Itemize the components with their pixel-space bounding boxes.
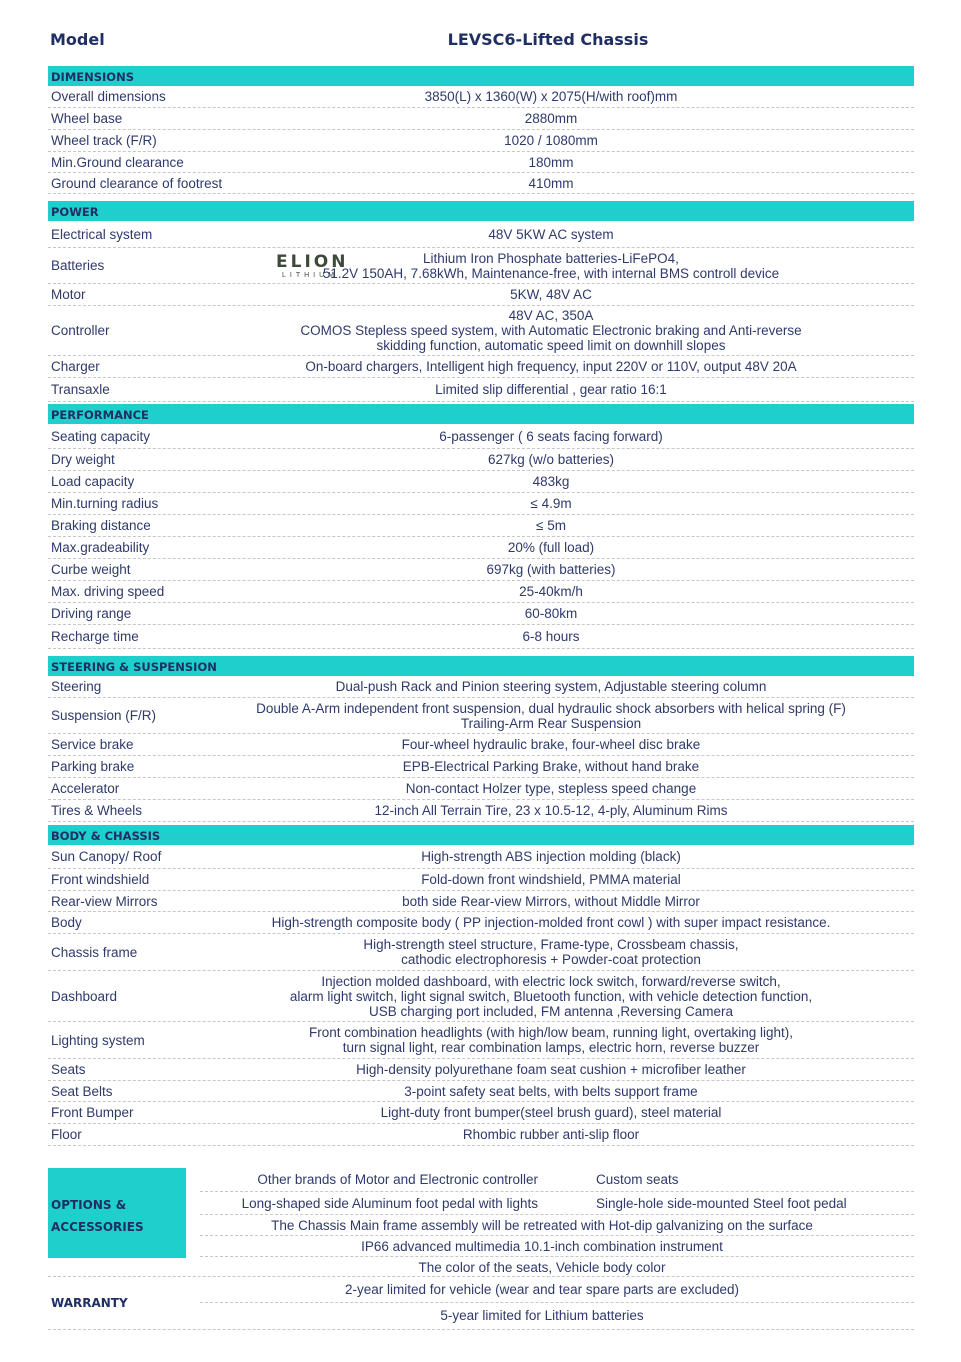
spec-value-line: Limited slip differential , gear ratio 16:1	[435, 382, 667, 397]
spec-value	[248, 474, 914, 489]
spec-value	[248, 227, 914, 242]
spec-value-line: 12-inch All Terrain Tire, 23 x 10.5-12, 4-ply, Aluminum Rims	[374, 803, 728, 818]
options-title	[48, 1168, 186, 1258]
spec-row	[48, 1081, 914, 1102]
spec-row	[48, 1022, 914, 1059]
option-item: Long-shaped side Aluminum foot pedal with lights	[241, 1195, 538, 1211]
spec-label: Sun Canopy/ Roof	[51, 849, 162, 864]
spec-label: Rear-view Mirrors	[51, 893, 158, 909]
spec-value-line: 483kg	[532, 474, 570, 489]
logo-sub: LITHIUM	[282, 272, 338, 279]
section-title: PERFORMANCE	[48, 404, 914, 424]
spec-value-line: 1020 / 1080mm	[504, 133, 598, 148]
spec-value	[248, 759, 914, 774]
spec-row	[48, 537, 914, 559]
spec-label: Min.turning radius	[51, 496, 159, 511]
spec-value-line: 3850(L) x 1360(W) x 2075(H/with roof)mm	[424, 89, 678, 104]
spec-value-line: Lithium Iron Phosphate batteries-LiFePO4,	[423, 250, 679, 266]
spec-value	[248, 974, 914, 1019]
warranty-title: WARRANTY	[51, 1296, 128, 1310]
spec-row	[48, 676, 914, 698]
spec-value	[248, 89, 914, 104]
spec-value	[248, 429, 914, 444]
spec-row	[48, 424, 914, 449]
spec-value	[248, 1062, 914, 1077]
spec-label: Curbe weight	[51, 562, 131, 577]
spec-label: Wheel track (F/R)	[51, 133, 157, 148]
spec-row	[48, 845, 914, 869]
spec-label: Front windshield	[51, 872, 150, 887]
spec-label: Seating capacity	[51, 428, 151, 444]
spec-value-line: ≤ 4.9m	[530, 496, 572, 511]
spec-value	[248, 584, 914, 599]
spec-value-line: 51.2V 150AH, 7.68kWh, Maintenance-free, with internal BMS controll device	[322, 265, 780, 281]
model-name: LEVSC6-Lifted Chassis	[447, 30, 649, 49]
spec-value-line: 20% (full load)	[507, 540, 595, 555]
spec-row	[48, 698, 914, 734]
spec-row	[48, 581, 914, 603]
spec-row	[48, 1102, 914, 1124]
option-item: Single-hole side-mounted Steel foot pedal	[596, 1195, 847, 1211]
spec-value-line: COMOS Stepless speed system, with Automatic Electronic braking and Anti-reverse	[300, 323, 802, 338]
spec-value	[248, 737, 914, 752]
model-label: Model	[50, 30, 105, 49]
spec-label: Min.Ground clearance	[51, 154, 184, 170]
spec-row	[48, 800, 914, 822]
spec-label: Tires & Wheels	[51, 803, 143, 818]
spec-value	[248, 518, 914, 533]
spec-value-line: Light-duty front bumper(steel brush guard), steel material	[380, 1105, 722, 1120]
spec-value-line: Double A-Arm independent front suspension, dual hydraulic shock absorbers with helical spring (F)	[256, 700, 846, 716]
spec-row	[48, 912, 914, 934]
spec-value-line: High-density polyurethane foam seat cushion + microfiber leather	[356, 1062, 746, 1077]
spec-label: Dry weight	[51, 452, 115, 467]
spec-value-line: Injection molded dashboard, with electric lock switch, forward/reverse switch,	[321, 973, 781, 989]
spec-value	[248, 803, 914, 818]
options-section	[48, 1168, 914, 1276]
options-row	[200, 1168, 914, 1192]
spec-value-line: 6-passenger ( 6 seats facing forward)	[439, 428, 663, 444]
model-header	[48, 30, 914, 54]
options-title-line1: OPTIONS &	[51, 1198, 127, 1212]
spec-value-line: Trailing-Arm Rear Suspension	[460, 715, 642, 731]
spec-row	[48, 603, 914, 625]
logo-brand: ELION	[276, 252, 349, 272]
spec-label: Motor	[51, 287, 86, 302]
spec-value	[248, 849, 914, 864]
spec-row	[48, 449, 914, 471]
spec-row	[48, 869, 914, 891]
spec-value-line: Front combination headlights (with high/low beam, running light, overtaking light),	[308, 1025, 793, 1040]
spec-value	[248, 872, 914, 887]
spec-label: Controller	[51, 323, 110, 338]
warranty-section	[48, 1276, 914, 1330]
spec-label: Floor	[51, 1127, 82, 1142]
spec-label: Transaxle	[51, 382, 110, 397]
spec-row	[48, 493, 914, 515]
spec-value	[248, 915, 914, 930]
spec-label: Wheel base	[51, 111, 123, 126]
spec-label: Service brake	[51, 737, 134, 752]
option-item: IP66 advanced multimedia 10.1-inch combination instrument	[361, 1238, 723, 1254]
spec-label: Accelerator	[51, 781, 120, 796]
options-row	[200, 1257, 914, 1278]
spec-value-line: 25-40km/h	[519, 584, 583, 599]
spec-value-line: USB charging port included, FM antenna ,Reversing Camera	[369, 1003, 733, 1019]
spec-row	[48, 306, 914, 356]
option-item: The color of the seats, Vehicle body color	[418, 1260, 666, 1275]
spec-row	[48, 778, 914, 800]
spec-value-line: turn signal light, rear combination lamps, electric horn, reverse buzzer	[342, 1040, 760, 1055]
spec-value-line: both side Rear-view Mirrors, without Middle Mirror	[402, 893, 700, 909]
spec-value-line: Fold-down front windshield, PMMA material	[421, 872, 681, 887]
spec-value-line: 627kg (w/o batteries)	[487, 452, 615, 467]
spec-value	[248, 540, 914, 555]
spec-row	[48, 1124, 914, 1146]
spec-value	[248, 155, 914, 170]
spec-label: Driving range	[51, 606, 132, 621]
spec-value-line: High-strength composite body ( PP injection-molded front cowl ) with super impact resistance.	[271, 915, 831, 930]
spec-label: Max.gradeability	[51, 540, 150, 555]
spec-label: Chassis frame	[51, 944, 138, 960]
spec-row	[48, 284, 914, 306]
spec-value	[248, 606, 914, 621]
spec-label: Dashboard	[51, 988, 118, 1004]
spec-value-line: 48V 5KW AC system	[488, 226, 614, 242]
spec-row	[48, 934, 914, 971]
spec-row	[48, 471, 914, 493]
spec-label: Seats	[51, 1062, 86, 1077]
spec-label: Front Bumper	[51, 1105, 134, 1120]
spec-row	[48, 152, 914, 173]
spec-label: Lighting system	[51, 1032, 145, 1048]
spec-row	[48, 515, 914, 537]
spec-row	[48, 734, 914, 756]
spec-row	[48, 173, 914, 194]
spec-label: Electrical system	[51, 226, 153, 242]
options-row	[200, 1236, 914, 1257]
option-item: Other brands of Motor and Electronic controller	[257, 1172, 538, 1187]
spec-value	[248, 452, 914, 467]
spec-value-line: 5KW, 48V AC	[510, 287, 592, 302]
spec-row	[48, 86, 914, 108]
spec-value-line: 60-80km	[524, 606, 578, 621]
spec-value	[248, 359, 914, 374]
spec-value-line: skidding function, automatic speed limit on downhill slopes	[376, 338, 726, 353]
spec-label: Load capacity	[51, 474, 135, 489]
spec-value	[248, 894, 914, 909]
spec-value	[248, 111, 914, 126]
spec-value-line: 3-point safety seat belts, with belts support frame	[404, 1083, 698, 1099]
spec-value	[248, 287, 914, 302]
spec-value	[248, 1127, 914, 1142]
spec-value	[248, 781, 914, 796]
spec-row	[48, 891, 914, 912]
spec-row	[48, 625, 914, 649]
spec-value-line: alarm light switch, light signal switch, Bluetooth function, with vehicle detection function,	[289, 988, 813, 1004]
spec-label: Max. driving speed	[51, 584, 165, 599]
spec-value-line: EPB-Electrical Parking Brake, without hand brake	[402, 759, 700, 774]
section-power	[48, 201, 914, 402]
spec-value-line: 180mm	[528, 154, 574, 170]
spec-value	[248, 1105, 914, 1120]
spec-value-line: High-strength steel structure, Frame-type, Crossbeam chassis,	[363, 937, 739, 952]
spec-value	[248, 1025, 914, 1055]
spec-row	[48, 356, 914, 378]
spec-value	[248, 176, 914, 191]
spec-value	[248, 382, 914, 397]
option-item: Custom seats	[596, 1172, 679, 1187]
spec-value	[248, 496, 914, 511]
spec-value-line: 697kg (with batteries)	[486, 562, 616, 577]
spec-label: Body	[51, 915, 82, 930]
options-row	[200, 1215, 914, 1236]
spec-label: Steering	[51, 679, 102, 694]
spec-value	[248, 937, 914, 967]
spec-value-line: High-strength ABS injection molding (black)	[421, 849, 681, 864]
spec-value-line: Rhombic rubber anti-slip floor	[462, 1127, 640, 1142]
spec-value	[248, 308, 914, 353]
spec-label: Batteries	[51, 258, 105, 273]
spec-value-line: 2880mm	[524, 111, 578, 126]
spec-label: Parking brake	[51, 759, 135, 774]
spec-label: Recharge time	[51, 629, 139, 644]
spec-row	[48, 248, 914, 284]
spec-row	[48, 378, 914, 402]
spec-value	[248, 701, 914, 731]
spec-value	[248, 679, 914, 694]
spec-value	[248, 1084, 914, 1099]
spec-value	[248, 562, 914, 577]
spec-row	[48, 756, 914, 778]
spec-row	[48, 1059, 914, 1081]
section-title: DIMENSIONS	[48, 66, 914, 86]
spec-label: Suspension (F/R)	[51, 708, 157, 723]
elion-logo	[276, 252, 349, 279]
spec-value	[248, 133, 914, 148]
warranty-item: 5-year limited for Lithium batteries	[440, 1308, 644, 1323]
spec-value-line: Four-wheel hydraulic brake, four-wheel disc brake	[401, 737, 701, 752]
spec-label: Charger	[51, 359, 100, 374]
section-title: BODY & CHASSIS	[48, 825, 914, 845]
section-steering-suspension	[48, 656, 914, 822]
spec-value-line: On-board chargers, Intelligent high frequency, input 220V or 110V, output 48V 20A	[305, 359, 797, 374]
spec-value-line: Non-contact Holzer type, stepless speed change	[405, 781, 697, 796]
section-title: POWER	[48, 201, 914, 221]
spec-row	[48, 130, 914, 152]
spec-value-line: 410mm	[528, 175, 574, 191]
spec-value-line: Dual-push Rack and Pinion steering system, Adjustable steering column	[335, 679, 767, 694]
spec-value-line: 6-8 hours	[522, 629, 580, 644]
section-body-chassis	[48, 825, 914, 1146]
spec-row	[48, 108, 914, 130]
section-dimensions	[48, 66, 914, 194]
warranty-item: 2-year limited for vehicle (wear and tear spare parts are excluded)	[200, 1277, 914, 1303]
spec-value-line: ≤ 5m	[536, 518, 566, 533]
spec-row	[48, 971, 914, 1022]
spec-row	[48, 221, 914, 248]
spec-value	[248, 629, 914, 644]
spec-label: Ground clearance of footrest	[51, 175, 223, 191]
options-title-line2: ACCESSORIES	[51, 1220, 144, 1234]
option-item: The Chassis Main frame assembly will be retreated with Hot-dip galvanizing on the surface	[271, 1217, 813, 1233]
section-performance	[48, 404, 914, 649]
spec-value-line: cathodic electrophoresis + Powder-coat protection	[401, 952, 701, 967]
spec-row	[48, 559, 914, 581]
spec-label: Seat Belts	[51, 1083, 113, 1099]
options-row	[200, 1192, 914, 1215]
spec-label: Braking distance	[51, 518, 151, 533]
section-title: STEERING & SUSPENSION	[48, 656, 914, 676]
spec-label: Overall dimensions	[51, 89, 166, 104]
spec-value-line: 48V AC, 350A	[508, 308, 594, 323]
